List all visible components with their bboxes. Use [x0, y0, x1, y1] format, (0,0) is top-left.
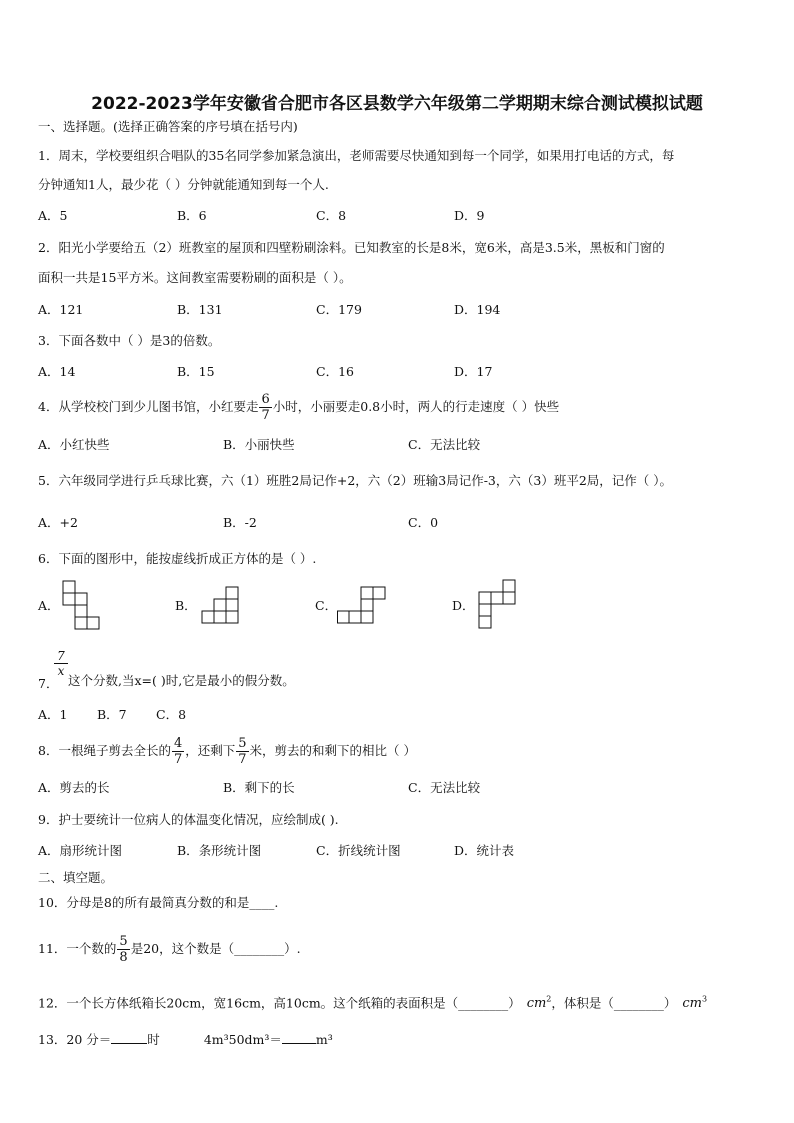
q1-option-c: C．8	[316, 208, 347, 223]
q6-option-d: D．	[452, 598, 475, 613]
q3-option-a: A．14	[38, 364, 76, 379]
q2-option-a: A．121	[38, 302, 84, 317]
question-4-post: 小时，小丽要走0.8小时，两人的行走速度（ ）快些	[272, 399, 560, 414]
question-2-line-2: 面积一共是15平方米。这间教室需要粉刷的面积是（ ）。	[38, 270, 352, 285]
question-13-part-1-post: 时	[147, 1032, 160, 1047]
question-11	[38, 931, 301, 967]
cube-net-a-figure	[60, 579, 102, 633]
question-11-pre: 11．一个数的	[38, 941, 117, 956]
question-13-part-2-post: m³	[315, 1032, 333, 1047]
question-13	[38, 1031, 333, 1048]
q3-option-c: C．16	[316, 364, 354, 379]
question-1-line-1: 1．周末，学校要组织合唱队的35名同学参加紧急演出，老师需要尽快通知到每一个同学，如果用打电话的方式，每	[38, 148, 675, 163]
question-1-line-2: 分钟通知1人，最少花（ ）分钟就能通知到每一个人.	[38, 177, 329, 192]
fraction-6-7: $\frac{6}{7}$	[261, 392, 270, 423]
q4-option-c: C．无法比较	[408, 437, 481, 452]
q3-option-d: D．17	[454, 364, 493, 379]
question-12-mid: ，体积是（________）	[551, 995, 677, 1011]
question-4	[38, 389, 559, 425]
question-12	[38, 992, 707, 1012]
question-13-part-2-pre: 4m³50dm³＝	[203, 1032, 282, 1047]
question-9: 9．护士要统计一位病人的体温变化情况，应绘制成( ).	[38, 812, 339, 827]
q7-label: 7．	[38, 676, 59, 691]
q9-option-d: D．统计表	[454, 843, 515, 858]
unit-cm2: $cm^2$	[526, 995, 552, 1012]
section-1-heading: 一、选择题。(选择正确答案的序号填在括号内)	[38, 119, 298, 134]
q6-option-b: B．	[175, 598, 197, 613]
q7-fraction-denominator: x	[54, 663, 68, 678]
page-title: 2022-2023学年安徽省合肥市各区县数学六年级第二学期期末综合测试模拟试题	[91, 94, 703, 114]
q8-option-c: C．无法比较	[408, 780, 481, 795]
q9-option-a: A．扇形统计图	[38, 843, 123, 858]
q6-option-c: C．	[315, 598, 338, 613]
question-13-part-1-pre: 13．20 分＝	[38, 1032, 112, 1047]
q7-fraction-numerator: 7	[57, 649, 65, 663]
question-5: 5．六年级同学进行乒乓球比赛，六（1）班胜2局记作+2，六（2）班输3局记作-3，六（3）班平2局，记作（ ）。	[38, 473, 672, 488]
blank-line	[111, 1031, 147, 1044]
q2-option-b: B．131	[177, 302, 223, 317]
q7-fraction	[54, 649, 68, 678]
fraction-5-8: $\frac{5}{8}$	[119, 934, 128, 965]
q1-option-d: D．9	[454, 208, 485, 223]
q5-option-a: A．+2	[38, 515, 78, 530]
question-6: 6．下面的图形中，能按虚线折成正方体的是（ ）.	[38, 551, 317, 566]
question-2-line-1: 2．阳光小学要给五（2）班教室的屋顶和四壁粉刷涂料。已知教室的长是8米，宽6米，高是3.5米，黑板和门窗的	[38, 240, 665, 255]
q7-option-a: A．1	[38, 707, 68, 722]
blank-line	[282, 1031, 316, 1044]
cube-net-c-figure	[337, 585, 389, 627]
unit-cm3: $cm^3$	[682, 995, 708, 1012]
q4-option-b: B．小丽快些	[223, 437, 295, 452]
question-7: 这个分数,当x=( )时,它是最小的假分数。	[68, 673, 295, 688]
q3-option-b: B．15	[177, 364, 215, 379]
q9-option-b: B．条形统计图	[177, 843, 262, 858]
q7-option-b: B．7	[97, 707, 127, 722]
question-11-post: 是20，这个数是（________）.	[130, 941, 301, 956]
q4-option-a: A．小红快些	[38, 437, 110, 452]
q8-option-b: B．剩下的长	[223, 780, 295, 795]
q5-option-b: B．-2	[223, 515, 257, 530]
question-10: 10．分母是8的所有最简真分数的和是____.	[38, 895, 279, 910]
question-3: 3．下面各数中（ ）是3的倍数。	[38, 333, 221, 348]
question-12-pre: 12．一个长方体纸箱长20cm，宽16cm，高10cm。这个纸箱的表面积是（________）	[38, 995, 521, 1011]
cube-net-b-figure	[199, 585, 241, 627]
question-8	[38, 733, 416, 769]
question-8-pre: 8．一根绳子剪去全长的	[38, 743, 171, 758]
fraction-4-7: $\frac{4}{7}$	[173, 736, 183, 767]
q5-option-c: C．0	[408, 515, 439, 530]
q8-option-a: A．剪去的长	[38, 780, 110, 795]
question-8-post: 米，剪去的和剩下的相比（ ）	[249, 743, 417, 758]
q6-option-a: A．	[38, 598, 60, 613]
section-2-heading: 二、填空题。	[38, 870, 114, 885]
question-8-mid: ，还剩下	[185, 743, 236, 758]
q7-option-c: C．8	[156, 707, 187, 722]
q2-option-d: D．194	[454, 302, 501, 317]
fraction-5-7: $\frac{5}{7}$	[238, 736, 247, 767]
q1-option-b: B．6	[177, 208, 207, 223]
cube-net-d-figure	[476, 578, 518, 634]
q2-option-c: C．179	[316, 302, 362, 317]
question-4-pre: 4．从学校校门到少儿图书馆，小红要走	[38, 399, 259, 414]
q1-option-a: A．5	[38, 208, 68, 223]
q9-option-c: C．折线统计图	[316, 843, 401, 858]
